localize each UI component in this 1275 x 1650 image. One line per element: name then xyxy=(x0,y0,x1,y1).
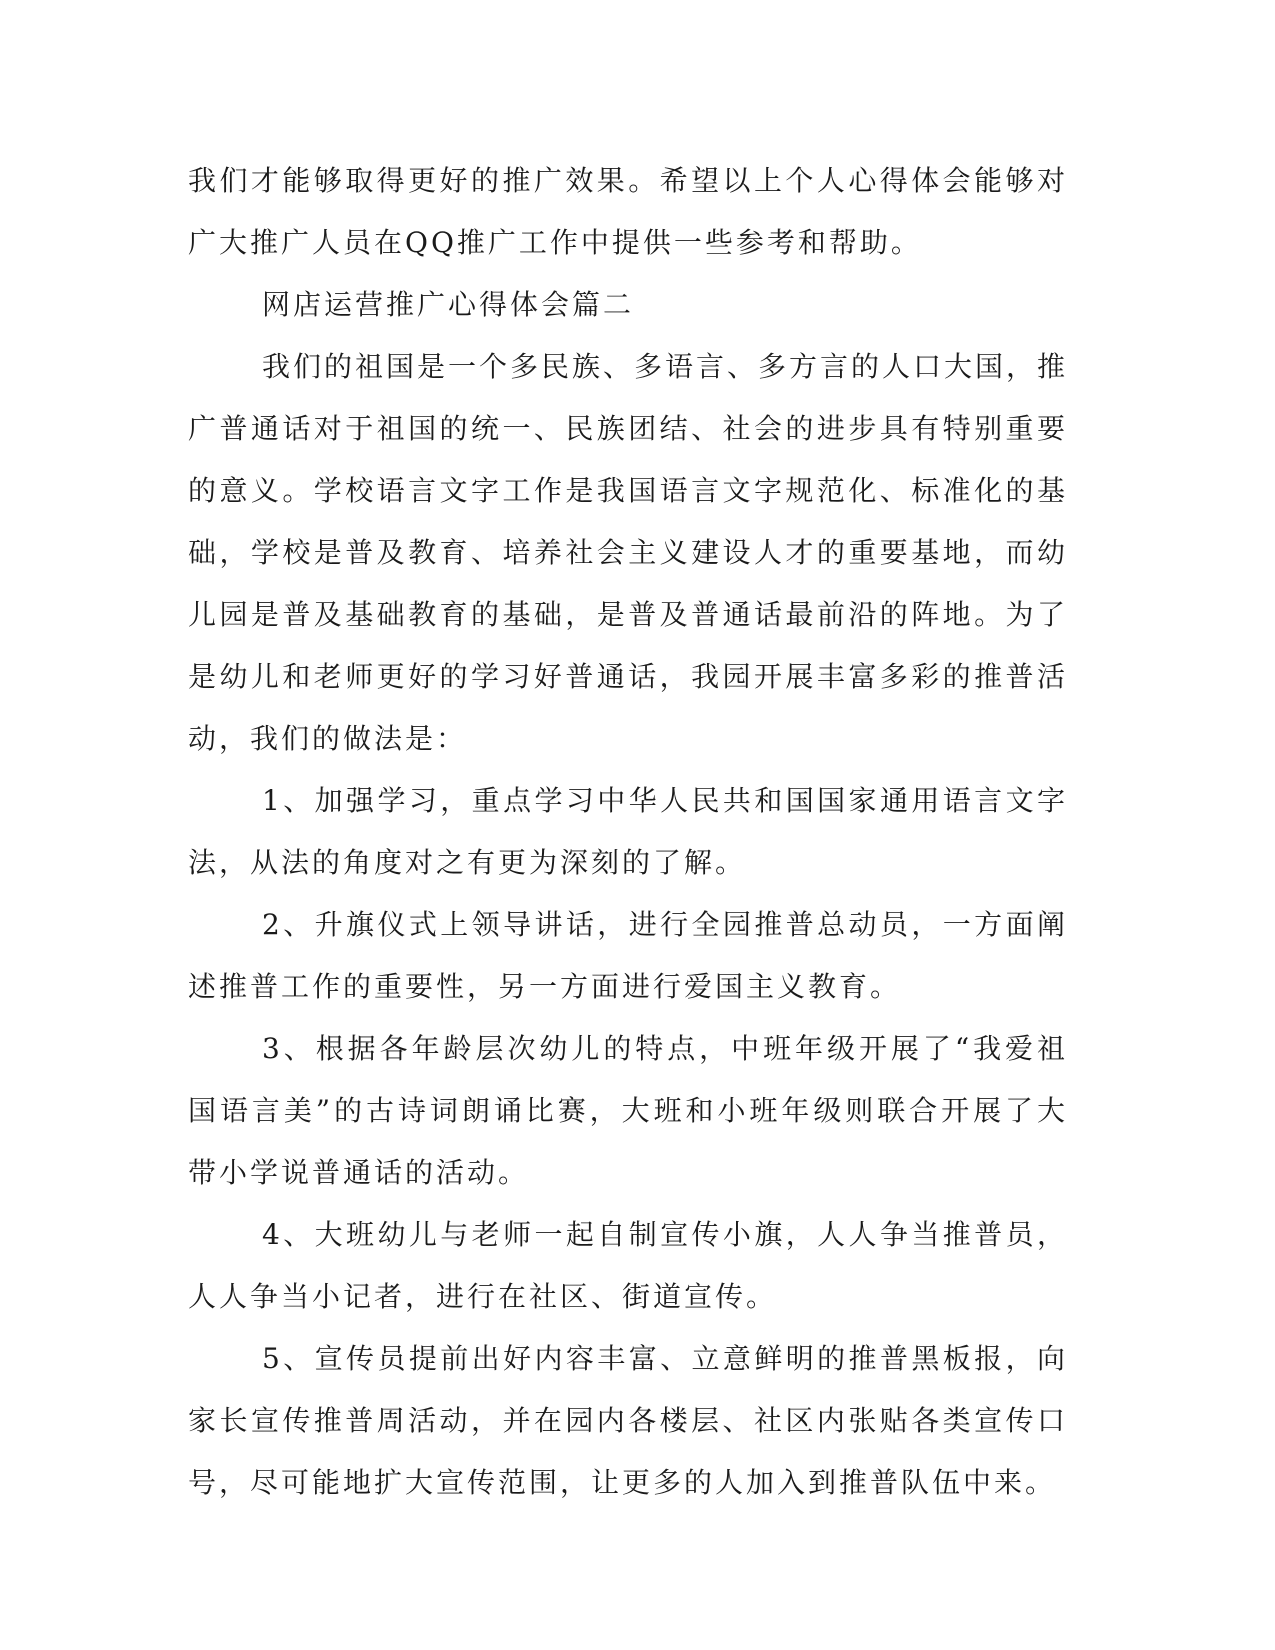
list-item-3: 3、根据各年龄层次幼儿的特点，中班年级开展了“我爱祖国语言美”的古诗词朗诵比赛，大班和小班年级则联合开展了大带小学说普通话的活动。 xyxy=(188,1032,1068,1189)
paragraph-continuation: 我们才能够取得更好的推广效果。希望以上个人心得体会能够对广大推广人员在QQ推广工作中提供一些参考和帮助。 xyxy=(188,164,1068,259)
document-body xyxy=(188,150,1068,1514)
list-item-1: 1、加强学习，重点学习中华人民共和国国家通用语言文字法，从法的角度对之有更为深刻的了解。 xyxy=(188,784,1068,879)
list-item-2: 2、升旗仪式上领导讲话，进行全园推普总动员，一方面阐述推普工作的重要性，另一方面进行爱国主义教育。 xyxy=(188,908,1068,1003)
section-heading: 网店运营推广心得体会篇二 xyxy=(262,288,635,321)
list-item-4: 4、大班幼儿与老师一起自制宣传小旗，人人争当推普员，人人争当小记者，进行在社区、街道宣传。 xyxy=(188,1218,1068,1313)
paragraph-intro: 我们的祖国是一个多民族、多语言、多方言的人口大国，推广普通话对于祖国的统一、民族团结、社会的进步具有特别重要的意义。学校语言文字工作是我国语言文字规范化、标准化的基础，学校是普及教育、培养社会主义建设人才的重要基地，而幼儿园是普及基础教育的基础，是普及普通话最前沿的阵地。为了是幼儿和老师更好的学习好普通话，我园开展丰富多彩的推普活动，我们的做法是： xyxy=(188,350,1069,755)
list-item-5: 5、宣传员提前出好内容丰富、立意鲜明的推普黑板报，向家长宣传推普周活动，并在园内各楼层、社区内张贴各类宣传口号，尽可能地扩大宣传范围，让更多的人加入到推普队伍中来。 xyxy=(188,1342,1068,1499)
